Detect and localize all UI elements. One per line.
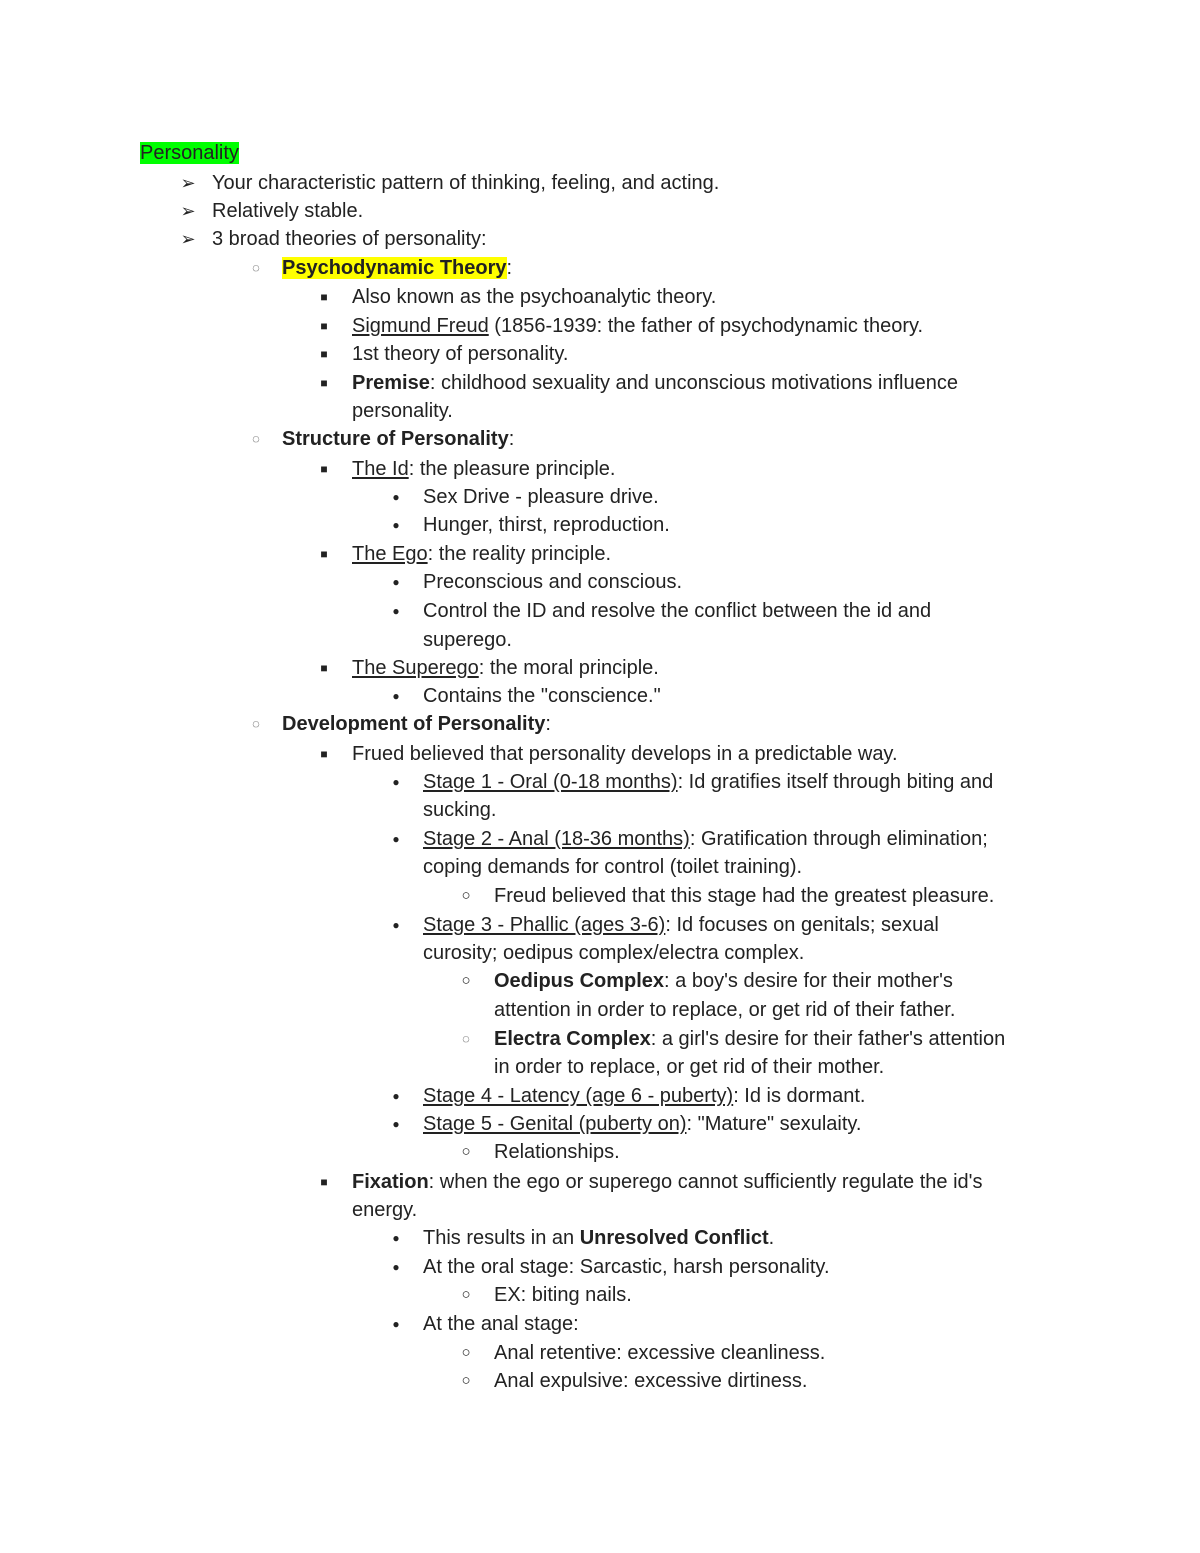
disc-bullet-icon: ● bbox=[392, 918, 400, 932]
disc-bullet-icon: ● bbox=[392, 1260, 400, 1274]
list-item: ○ Freud believed that this stage had the greatest pleasure. bbox=[456, 883, 1096, 911]
list-item: ◌ Electra Complex: a girl's desire for their father's attention bbox=[456, 1026, 1096, 1054]
circle-bullet-icon: ○ bbox=[461, 972, 471, 989]
dotted-circle-bullet-icon: ◌ bbox=[252, 716, 260, 731]
list-item: ● Contains the "conscience." bbox=[386, 683, 1086, 711]
square-bullet-icon: ■ bbox=[320, 661, 328, 675]
list-item: ■ Sigmund Freud (1856-1939: the father of psychodynamic theory. bbox=[314, 313, 1114, 341]
list-item: ● Stage 1 - Oral (0-18 months): Id gratifies itself through biting and bbox=[386, 769, 1086, 797]
list-item: ■ Fixation: when the ego or superego cannot sufficiently regulate the id's bbox=[314, 1169, 1114, 1197]
dotted-circle-bullet-icon: ◌ bbox=[462, 1031, 470, 1046]
arrow-bullet-icon: ➢ bbox=[180, 173, 196, 193]
square-bullet-icon: ■ bbox=[320, 347, 328, 361]
list-item-continuation: curosity; oedipus complex/electra complex. bbox=[423, 942, 805, 964]
square-bullet-icon: ■ bbox=[320, 747, 328, 761]
circle-bullet-icon: ○ bbox=[461, 887, 471, 904]
list-item: ■ The Id: the pleasure principle. bbox=[314, 456, 1114, 484]
disc-bullet-icon: ● bbox=[392, 1317, 400, 1331]
list-item-continuation: energy. bbox=[352, 1199, 418, 1221]
list-item: ➢ Relatively stable. bbox=[178, 198, 978, 226]
list-item-continuation: attention in order to replace, or get rid of their father. bbox=[494, 999, 956, 1021]
list-item-continuation: personality. bbox=[352, 400, 453, 422]
square-bullet-icon: ■ bbox=[320, 319, 328, 333]
list-item-continuation: coping demands for control (toilet training). bbox=[423, 856, 803, 878]
list-item: ■ Frued believed that personality develops in a predictable way. bbox=[314, 741, 1114, 769]
disc-bullet-icon: ● bbox=[392, 1117, 400, 1131]
disc-bullet-icon: ● bbox=[392, 518, 400, 532]
disc-bullet-icon: ● bbox=[392, 689, 400, 703]
list-item: ➢ 3 broad theories of personality: bbox=[178, 226, 978, 254]
list-item: ● Stage 4 - Latency (age 6 - puberty): Id is dormant. bbox=[386, 1083, 1086, 1111]
list-item: ● At the oral stage: Sarcastic, harsh personality. bbox=[386, 1254, 1086, 1282]
disc-bullet-icon: ● bbox=[392, 1231, 400, 1245]
list-item: ● Stage 5 - Genital (puberty on): "Mature" sexulaity. bbox=[386, 1111, 1086, 1139]
list-item: ● Control the ID and resolve the conflict between the id and bbox=[386, 598, 1086, 626]
list-item: ○ EX: biting nails. bbox=[456, 1282, 1096, 1310]
arrow-bullet-icon: ➢ bbox=[180, 229, 196, 249]
list-item: ● Stage 3 - Phallic (ages 3-6): Id focuses on genitals; sexual bbox=[386, 912, 1086, 940]
section-heading: ◌ Development of Personality: bbox=[246, 711, 1046, 739]
list-item: ■ Also known as the psychoanalytic theory. bbox=[314, 284, 1114, 312]
list-item: ■ The Superego: the moral principle. bbox=[314, 655, 1114, 683]
disc-bullet-icon: ● bbox=[392, 775, 400, 789]
square-bullet-icon: ■ bbox=[320, 376, 328, 390]
square-bullet-icon: ■ bbox=[320, 1175, 328, 1189]
circle-bullet-icon: ○ bbox=[461, 1143, 471, 1160]
list-item: ■ 1st theory of personality. bbox=[314, 341, 1114, 369]
list-item: ○ Anal retentive: excessive cleanliness. bbox=[456, 1340, 1096, 1368]
list-item: ● Sex Drive - pleasure drive. bbox=[386, 484, 1086, 512]
list-item: ○ Oedipus Complex: a boy's desire for their mother's bbox=[456, 968, 1096, 996]
list-item: ● Stage 2 - Anal (18-36 months): Gratification through elimination; bbox=[386, 826, 1086, 854]
list-item: ○ Relationships. bbox=[456, 1139, 1096, 1167]
circle-bullet-icon: ○ bbox=[461, 1344, 471, 1361]
disc-bullet-icon: ● bbox=[392, 1089, 400, 1103]
list-item: ■ Premise: childhood sexuality and unconscious motivations influence bbox=[314, 370, 1114, 398]
disc-bullet-icon: ● bbox=[392, 490, 400, 504]
list-item: ○ Anal expulsive: excessive dirtiness. bbox=[456, 1368, 1096, 1396]
list-item: ■ The Ego: the reality principle. bbox=[314, 541, 1114, 569]
square-bullet-icon: ■ bbox=[320, 462, 328, 476]
section-heading: ◌ Psychodynamic Theory: bbox=[246, 255, 1046, 283]
dotted-circle-bullet-icon: ◌ bbox=[252, 260, 260, 275]
title-text: Personality bbox=[140, 142, 239, 164]
list-item-continuation: sucking. bbox=[423, 799, 497, 821]
square-bullet-icon: ■ bbox=[320, 290, 328, 304]
list-item: ● Preconscious and conscious. bbox=[386, 569, 1086, 597]
disc-bullet-icon: ● bbox=[392, 832, 400, 846]
page-title bbox=[140, 140, 239, 168]
list-item: ● This results in an Unresolved Conflict. bbox=[386, 1225, 1086, 1253]
list-item-continuation: in order to replace, or get rid of their mother. bbox=[494, 1056, 885, 1078]
disc-bullet-icon: ● bbox=[392, 575, 400, 589]
section-heading: ◌ Structure of Personality: bbox=[246, 426, 1046, 454]
list-item: ● Hunger, thirst, reproduction. bbox=[386, 512, 1086, 540]
list-item: ➢ Your characteristic pattern of thinking, feeling, and acting. bbox=[178, 170, 978, 198]
dotted-circle-bullet-icon: ◌ bbox=[252, 431, 260, 446]
square-bullet-icon: ■ bbox=[320, 547, 328, 561]
arrow-bullet-icon: ➢ bbox=[180, 201, 196, 221]
circle-bullet-icon: ○ bbox=[461, 1286, 471, 1303]
list-item: ● At the anal stage: bbox=[386, 1311, 1086, 1339]
list-item-continuation: superego. bbox=[423, 629, 512, 651]
circle-bullet-icon: ○ bbox=[461, 1372, 471, 1389]
disc-bullet-icon: ● bbox=[392, 604, 400, 618]
